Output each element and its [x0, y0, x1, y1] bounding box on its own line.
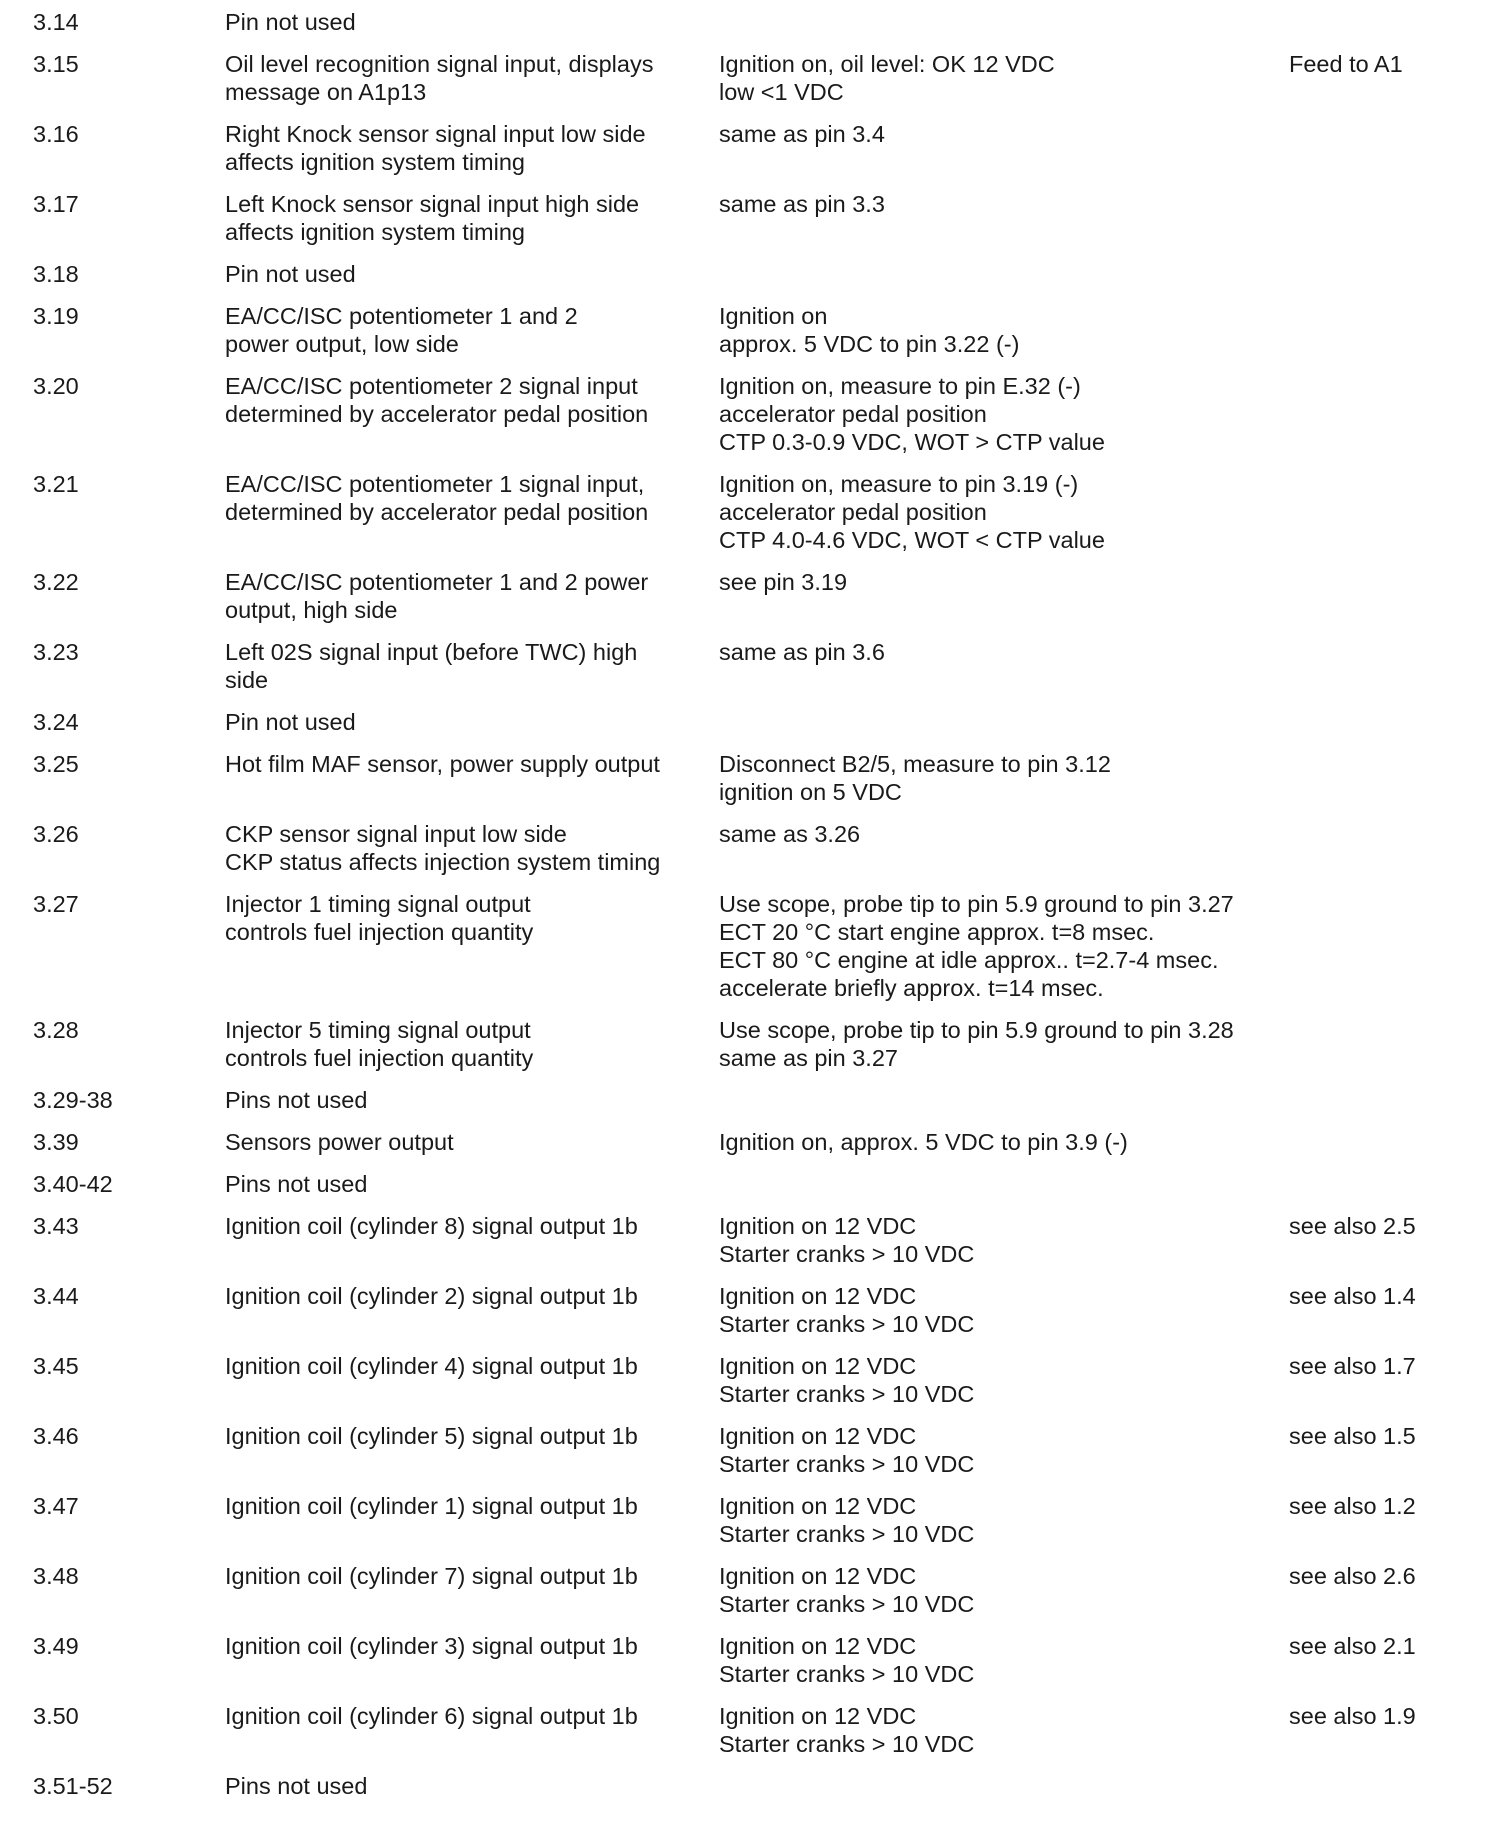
pin-number-cell: 3.39	[33, 1129, 79, 1155]
pin-description-cell: Right Knock sensor signal input low side affects ignition system timing	[225, 121, 646, 175]
pin-description-cell: Pins not used	[225, 1773, 368, 1799]
test-condition-cell: Ignition on 12 VDC Starter cranks > 10 VDC	[719, 1283, 975, 1337]
table-row	[0, 260, 1504, 302]
pin-number-cell: 3.15	[33, 51, 79, 77]
test-condition-cell: Ignition on approx. 5 VDC to pin 3.22 (-)	[719, 303, 1020, 357]
test-condition-cell: same as pin 3.6	[719, 639, 885, 665]
test-condition-cell: Use scope, probe tip to pin 5.9 ground to pin 3.27 ECT 20 °C start engine approx. t=8 msec. ECT 80 °C engine at idle approx.. t=2.7-4 msec. accelerate briefly approx. t=14 msec.	[719, 891, 1234, 1001]
pin-description-cell: Sensors power output	[225, 1129, 454, 1155]
note-cell: see also 1.9	[1289, 1703, 1416, 1729]
pin-description-cell: Pin not used	[225, 261, 356, 287]
pin-number-cell: 3.50	[33, 1703, 79, 1729]
pin-number-cell: 3.23	[33, 639, 79, 665]
test-condition-cell: Ignition on 12 VDC Starter cranks > 10 VDC	[719, 1423, 975, 1477]
pin-description-cell: Oil level recognition signal input, displays message on A1p13	[225, 51, 654, 105]
pin-description-cell: Ignition coil (cylinder 2) signal output 1b	[225, 1283, 638, 1309]
table-row	[0, 638, 1504, 708]
note-cell: see also 1.5	[1289, 1423, 1416, 1449]
pin-description-cell: Left Knock sensor signal input high side affects ignition system timing	[225, 191, 640, 245]
table-row	[0, 1170, 1504, 1212]
test-condition-cell: same as pin 3.3	[719, 191, 885, 217]
pin-number-cell: 3.20	[33, 373, 79, 399]
pin-number-cell: 3.47	[33, 1493, 79, 1519]
pin-description-cell: Ignition coil (cylinder 4) signal output 1b	[225, 1353, 638, 1379]
pin-number-cell: 3.27	[33, 891, 79, 917]
pin-assignment-table	[0, 8, 1504, 1814]
pin-description-cell: EA/CC/ISC potentiometer 1 and 2 power output, low side	[225, 303, 578, 357]
table-row	[0, 750, 1504, 820]
pin-number-cell: 3.43	[33, 1213, 79, 1239]
pin-description-cell: Pin not used	[225, 9, 356, 35]
test-condition-cell: Ignition on 12 VDC Starter cranks > 10 VDC	[719, 1633, 975, 1687]
pin-number-cell: 3.49	[33, 1633, 79, 1659]
test-condition-cell: Ignition on 12 VDC Starter cranks > 10 VDC	[719, 1213, 975, 1267]
table-row	[0, 820, 1504, 890]
table-row	[0, 568, 1504, 638]
test-condition-cell: Ignition on 12 VDC Starter cranks > 10 VDC	[719, 1563, 975, 1617]
pin-description-cell: CKP sensor signal input low side CKP status affects injection system timing	[225, 821, 661, 875]
pin-number-cell: 3.26	[33, 821, 79, 847]
test-condition-cell: see pin 3.19	[719, 569, 848, 595]
pin-number-cell: 3.48	[33, 1563, 79, 1589]
pin-description-cell: Ignition coil (cylinder 1) signal output 1b	[225, 1493, 638, 1519]
pin-description-cell: Injector 5 timing signal output controls fuel injection quantity	[225, 1017, 534, 1071]
test-condition-cell: same as 3.26	[719, 821, 861, 847]
pin-description-cell: EA/CC/ISC potentiometer 2 signal input determined by accelerator pedal position	[225, 373, 649, 427]
pin-description-cell: Pins not used	[225, 1087, 368, 1113]
test-condition-cell: Ignition on 12 VDC Starter cranks > 10 VDC	[719, 1703, 975, 1757]
table-row	[0, 1492, 1504, 1562]
pin-description-cell: Ignition coil (cylinder 8) signal output 1b	[225, 1213, 638, 1239]
pin-description-cell: Ignition coil (cylinder 3) signal output 1b	[225, 1633, 638, 1659]
table-row	[0, 1212, 1504, 1282]
table-row	[0, 120, 1504, 190]
pin-number-cell: 3.45	[33, 1353, 79, 1379]
table-row	[0, 1128, 1504, 1170]
test-condition-cell: Ignition on 12 VDC Starter cranks > 10 VDC	[719, 1353, 975, 1407]
note-cell: see also 2.6	[1289, 1563, 1416, 1589]
pin-number-cell: 3.46	[33, 1423, 79, 1449]
pin-description-cell: EA/CC/ISC potentiometer 1 and 2 power output, high side	[225, 569, 649, 623]
pin-number-cell: 3.19	[33, 303, 79, 329]
pin-description-cell: Left 02S signal input (before TWC) high side	[225, 639, 638, 693]
table-row	[0, 1016, 1504, 1086]
pin-number-cell: 3.29-38	[33, 1087, 113, 1113]
note-cell: see also 1.4	[1289, 1283, 1416, 1309]
table-row	[0, 302, 1504, 372]
table-row	[0, 1562, 1504, 1632]
pin-number-cell: 3.44	[33, 1283, 79, 1309]
pin-description-cell: Ignition coil (cylinder 7) signal output 1b	[225, 1563, 638, 1589]
test-condition-cell: Ignition on, measure to pin 3.19 (-) accelerator pedal position CTP 4.0-4.6 VDC, WOT < CTP value	[719, 471, 1105, 553]
table-row	[0, 1702, 1504, 1772]
test-condition-cell: same as pin 3.4	[719, 121, 885, 147]
table-row	[0, 190, 1504, 260]
pin-number-cell: 3.22	[33, 569, 79, 595]
pin-number-cell: 3.40-42	[33, 1171, 113, 1197]
pin-description-cell: Ignition coil (cylinder 6) signal output 1b	[225, 1703, 638, 1729]
pin-description-cell: Ignition coil (cylinder 5) signal output 1b	[225, 1423, 638, 1449]
table-row	[0, 50, 1504, 120]
pin-number-cell: 3.18	[33, 261, 79, 287]
pin-number-cell: 3.21	[33, 471, 79, 497]
pin-number-cell: 3.16	[33, 121, 79, 147]
table-row	[0, 1352, 1504, 1422]
table-row	[0, 708, 1504, 750]
note-cell: see also 1.2	[1289, 1493, 1416, 1519]
pin-description-cell: Pin not used	[225, 709, 356, 735]
pin-number-cell: 3.28	[33, 1017, 79, 1043]
note-cell: see also 2.5	[1289, 1213, 1416, 1239]
pin-number-cell: 3.17	[33, 191, 79, 217]
table-row	[0, 1632, 1504, 1702]
pin-description-cell: Hot film MAF sensor, power supply output	[225, 751, 660, 777]
pin-number-cell: 3.51-52	[33, 1773, 113, 1799]
table-row	[0, 1422, 1504, 1492]
test-condition-cell: Ignition on 12 VDC Starter cranks > 10 VDC	[719, 1493, 975, 1547]
pin-description-cell: Pins not used	[225, 1171, 368, 1197]
test-condition-cell: Ignition on, measure to pin E.32 (-) accelerator pedal position CTP 0.3-0.9 VDC, WOT > CTP value	[719, 373, 1105, 455]
pin-description-cell: EA/CC/ISC potentiometer 1 signal input, determined by accelerator pedal position	[225, 471, 649, 525]
table-row	[0, 890, 1504, 1016]
table-row	[0, 8, 1504, 50]
test-condition-cell: Ignition on, oil level: OK 12 VDC low <1 VDC	[719, 51, 1055, 105]
note-cell: see also 1.7	[1289, 1353, 1416, 1379]
pin-number-cell: 3.25	[33, 751, 79, 777]
pin-number-cell: 3.14	[33, 9, 79, 35]
table-row	[0, 470, 1504, 568]
table-row	[0, 1772, 1504, 1814]
test-condition-cell: Disconnect B2/5, measure to pin 3.12 ignition on 5 VDC	[719, 751, 1111, 805]
table-row	[0, 1282, 1504, 1352]
note-cell: Feed to A1	[1289, 51, 1403, 77]
test-condition-cell: Use scope, probe tip to pin 5.9 ground to pin 3.28 same as pin 3.27	[719, 1017, 1234, 1071]
test-condition-cell: Ignition on, approx. 5 VDC to pin 3.9 (-)	[719, 1129, 1128, 1155]
note-cell: see also 2.1	[1289, 1633, 1416, 1659]
table-row	[0, 372, 1504, 470]
pin-number-cell: 3.24	[33, 709, 79, 735]
table-row	[0, 1086, 1504, 1128]
pin-description-cell: Injector 1 timing signal output controls fuel injection quantity	[225, 891, 534, 945]
